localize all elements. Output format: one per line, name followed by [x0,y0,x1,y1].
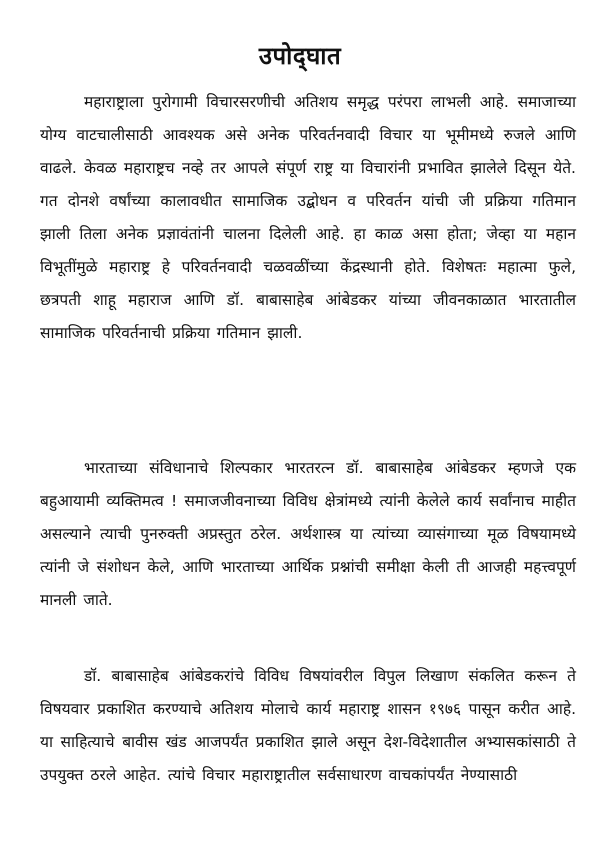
paragraph-2: भारताच्या संविधानाचे शिल्पकार भारतरत्न डॉ. बाबासाहेब आंबेडकर म्हणजे एक बहुआयामी व्यक्तिमत्व ! समाजजीवनाच्या विविध क्षेत्रांमध्ये त्यांनी केलेले कार्य सर्वांनाच माहीत असल्याने त्याची पुनरुक्ती अप्रस्तुत ठरेल. अर्थशास्त्र या त्यांच्या व्यासंगाच्या मूळ विषयामध्ये त्यांनी जे संशोधन केले, आणि भारताच्या आर्थिक प्रश्नांची समीक्षा केली ती आजही महत्त्वपूर्ण मानली जाते. [40,459,576,609]
paragraph-1: महाराष्ट्राला पुरोगामी विचारसरणीची अतिशय समृद्ध परंपरा लाभली आहे. समाजाच्या योग्य वाटचालीसाठी आवश्यक असे अनेक परिवर्तनवादी विचार या भूमीमध्ये रुजले आणि वाढले. केवळ महाराष्ट्रच नव्हे तर आपले संपूर्ण राष्ट्र या विचारांनी प्रभावित झालेले दिसून येते. गत दोनशे वर्षांच्या कालावधीत सामाजिक उद्बोधन व परिवर्तन यांची जी प्रक्रिया गतिमान झाली तिला अनेक प्रज्ञावंतांनी चालना दिलेली आहे. हा काळ असा होता; जेव्हा या महान विभूतींमुळे महाराष्ट्र हे परिवर्तनवादी चळवळींच्या केंद्रस्थानी होते. विशेषतः महात्मा फुले, छत्रपती शाहू महाराज आणि डॉ. बाबासाहेब आंबेडकर यांच्या जीवनकाळात भारतातील सामाजिक परिवर्तनाची प्रक्रिया गतिमान झाली. [40,93,576,342]
page-title: उपोद्‌घात [258,42,342,70]
paragraph-3: डॉ. बाबासाहेब आंबेडकरांचे विविध विषयांवरील विपुल लिखाण संकलित करून ते विषयवार प्रकाशित करण्याचे अतिशय मोलाचे कार्य महाराष्ट्र शासन १९७६ पासून करीत आहे. या साहित्याचे बावीस खंड आजपर्यंत प्रकाशित झाले असून देश-विदेशातील अभ्यासकांसाठी ते उपयुक्त ठरले आहेत. त्यांचे विचार महाराष्ट्रातील सर्वसाधारण वाचकांपर्यंत नेण्यासाठी [40,667,576,784]
